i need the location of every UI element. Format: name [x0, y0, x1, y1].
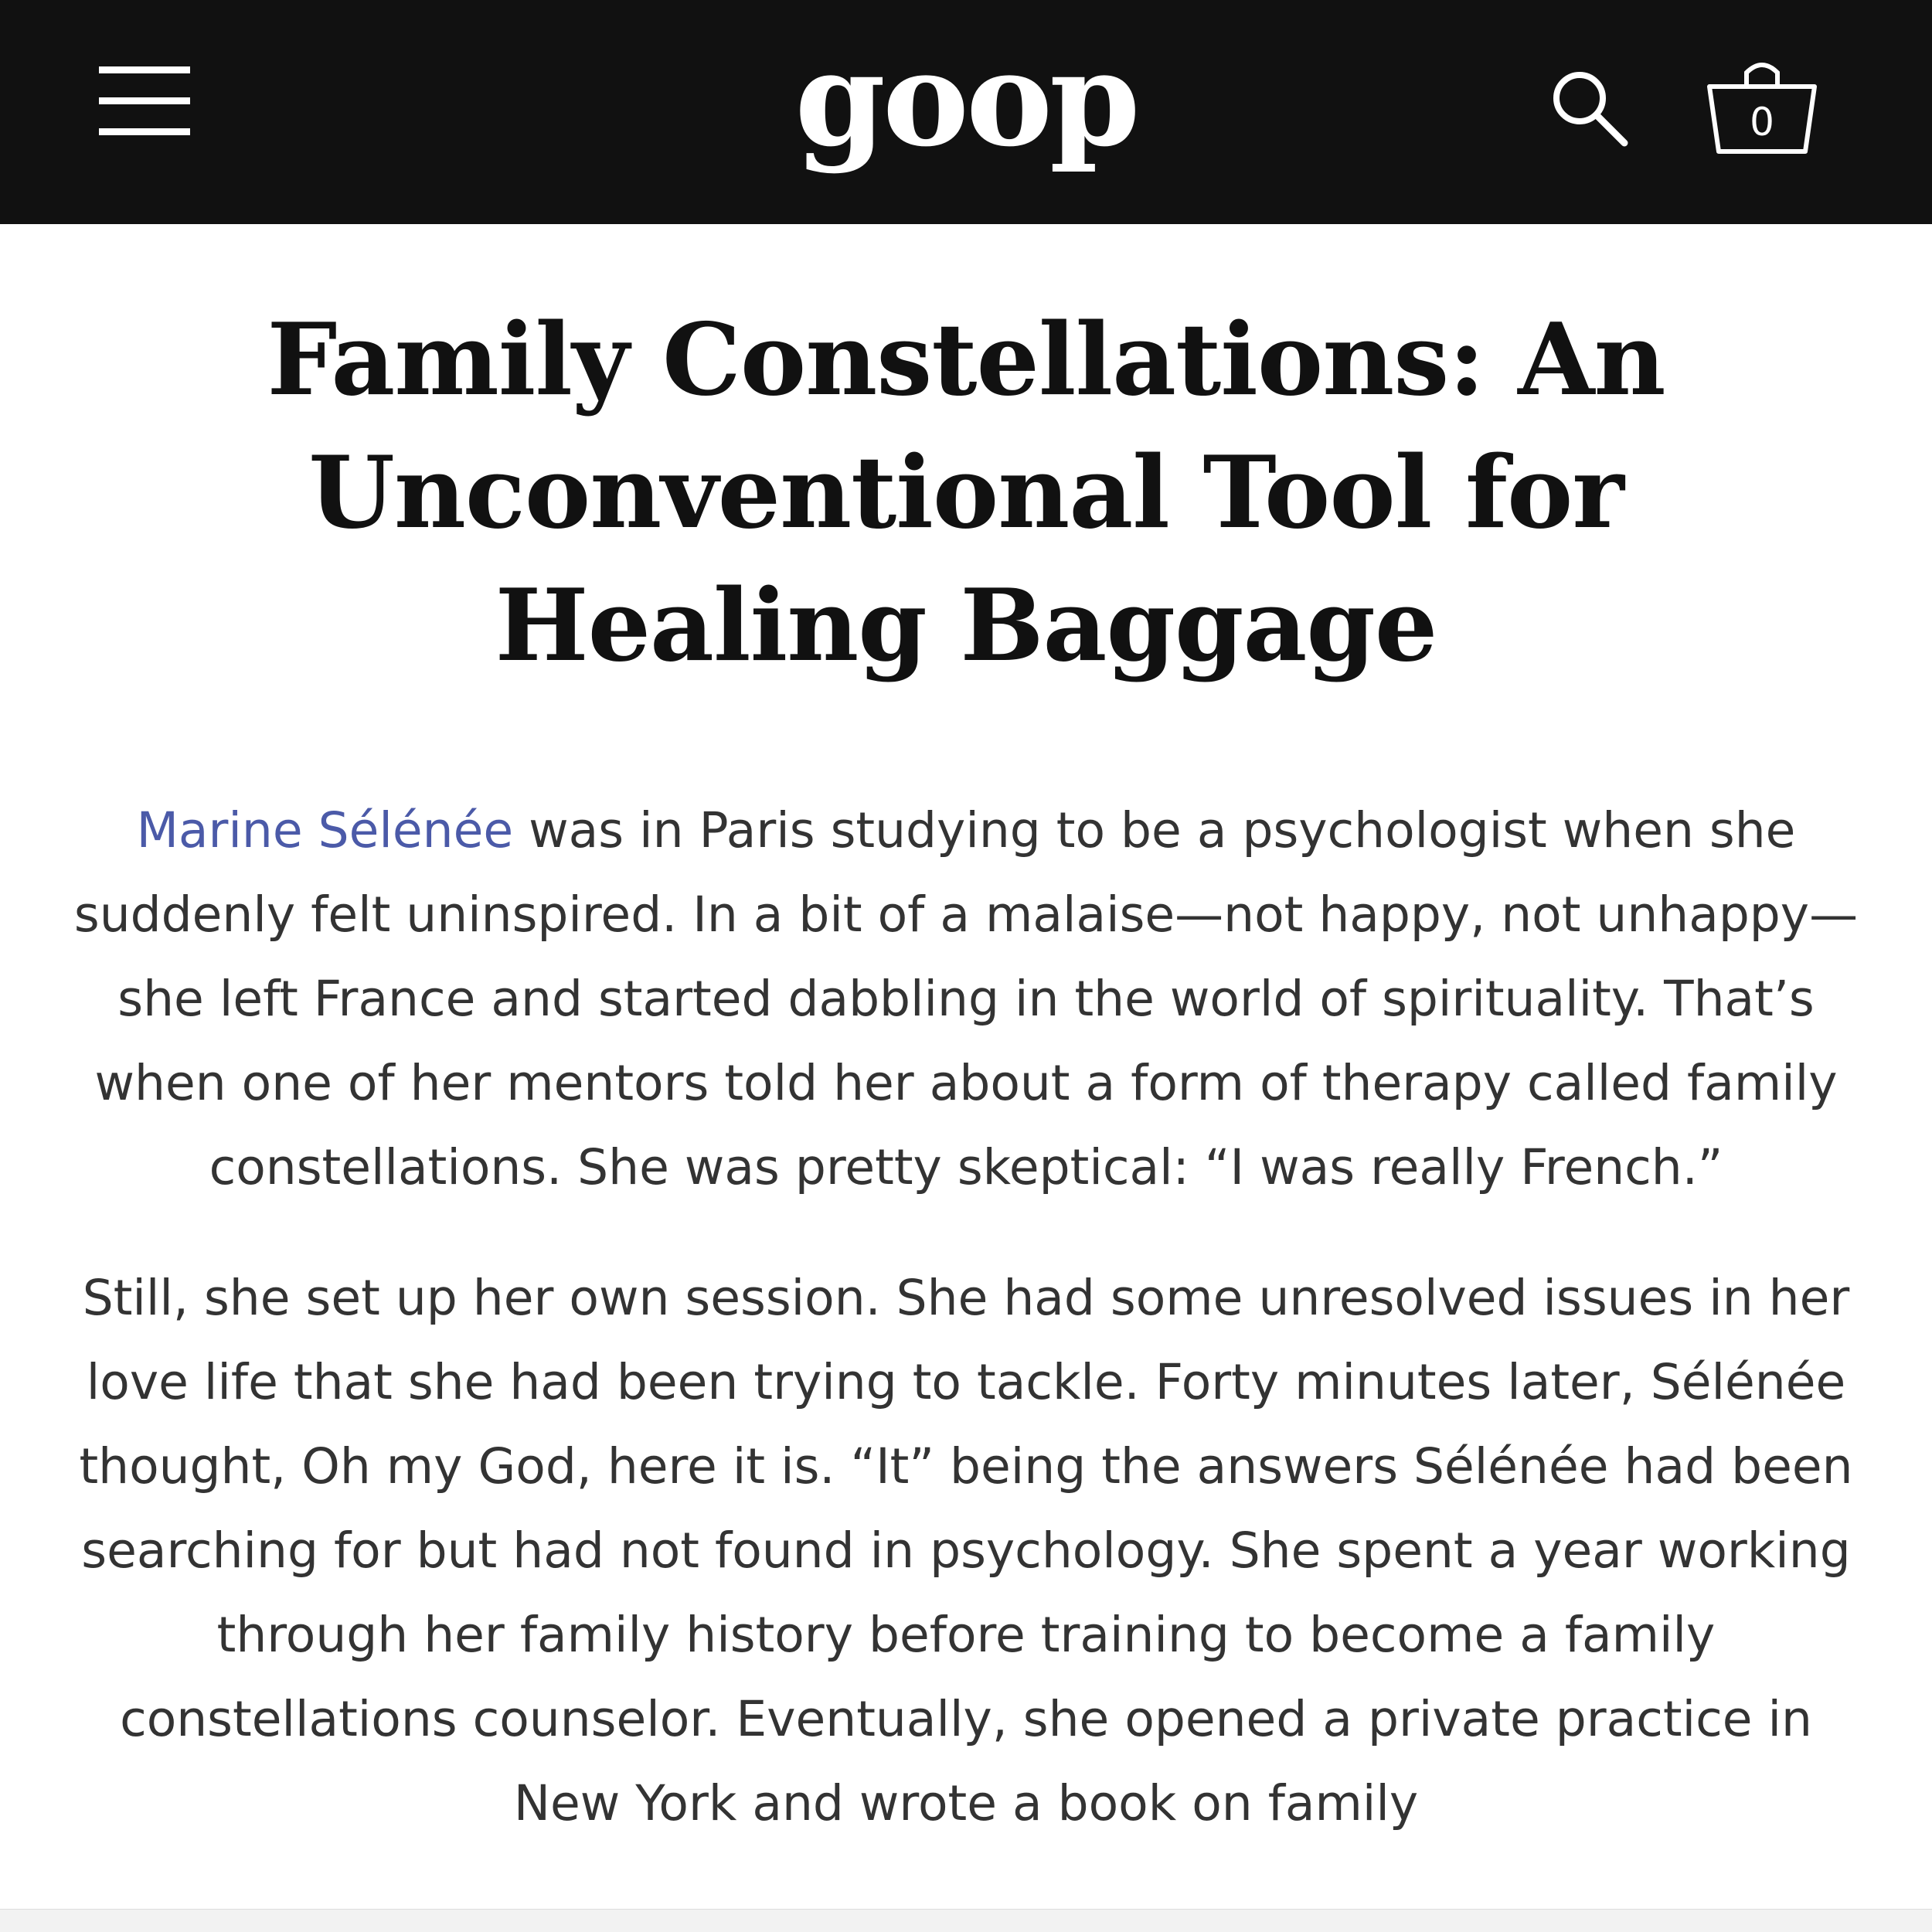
- search-icon[interactable]: [1546, 66, 1631, 151]
- goop-logo[interactable]: goop: [794, 22, 1138, 175]
- article-title: Family Constellations: An Unconventional Tool for Healing Baggage: [267, 302, 1665, 684]
- author-link[interactable]: Marine Sélénée: [136, 802, 514, 859]
- article-paragraph-1: [62, 788, 1870, 1209]
- shopping-basket-icon[interactable]: [1700, 56, 1824, 164]
- article-paragraph-2: Still, she set up her own session. She had some unresolved issues in her love life that she had been trying to tackle. Forty minutes later, Sélénée thought, Oh my God, here it is. “It” being the answers Sélénée had been searching for but had not found in psychology. She spent a year working through her family history before training to become a family constellations counselor. Eventually, she opened a private practice in New York and wrote a book on family: [79, 1270, 1853, 1832]
- paragraph-1-text: was in Paris studying to be a psychologist when she suddenly felt uninspired. In a bit of a malaise—not happy, not unhappy—she left France and started dabbling in the world of spirituality. That’s when one of her mentors told her about a form of therapy called family constellations. She was pretty skeptical: “I was really French.”: [73, 802, 1859, 1196]
- search-icon-graphic: [1546, 66, 1631, 151]
- article-body: [62, 788, 1870, 1892]
- top-navigation-bar: [0, 0, 1932, 224]
- browser-bottom-bar: [0, 1909, 1932, 1932]
- cart-count-badge: 0: [1750, 100, 1774, 145]
